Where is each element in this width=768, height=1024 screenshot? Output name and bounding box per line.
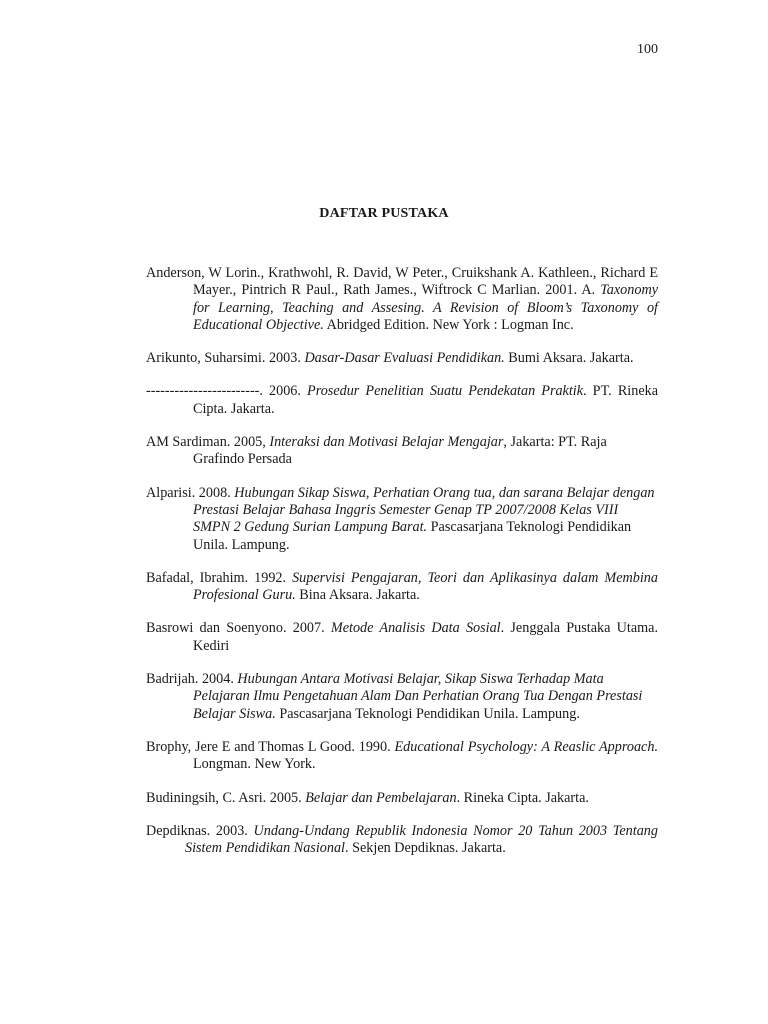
reference-title: Metode Analisis Data Sosial [330,620,501,637]
reference-entry [146,671,658,723]
reference-entry [146,739,658,774]
reference-entry [146,350,658,367]
reference-publisher: Longman. New York. [193,756,316,773]
page-number: 100 [637,42,658,57]
reference-publisher: , Jakarta: PT. Raja Grafindo Persada [193,434,607,468]
reference-title: Taxonomy for Learning, Teaching and Assesing. A Revision of Bloom’s Taxonomy of Educational Objective. [193,282,658,333]
reference-title: Educational Psychology: A Reaslic Approach. [394,738,658,755]
reference-title: Hubungan Antara Motivasi Belajar, Sikap Siswa Terhadap Mata Pelajaran Ilmu Pengetahuan Alam Dan Perhatian Orang Tua Dengan Prestasi Belajar Siswa. [193,671,643,722]
reference-title: Undang-Undang Republik Indonesia Nomor 20 Tahun 2003 Tentang Sistem Pendidikan Nasional [185,822,658,857]
reference-text: Basrowi dan Soenyono. 2007. [146,620,331,637]
reference-publisher: Pascasarjana Teknologi Pendidikan Unila. Lampung. [275,705,580,722]
reference-publisher: . PT. Rineka Cipta. Jakarta. [193,383,659,417]
reference-entry [146,383,658,418]
reference-entry [146,823,658,858]
reference-publisher: . Jenggala Pustaka Utama. Kediri [193,620,658,654]
reference-publisher: Bina Aksara. Jakarta. [295,587,420,604]
reference-entry [146,570,658,605]
reference-entry [146,434,658,469]
reference-text: Budiningsih, C. Asri. 2005. [146,789,306,806]
reference-text: Arikunto, Suharsimi. 2003. [146,350,305,367]
reference-title: Hubungan Sikap Siswa, Perhatian Orang tua, dan sarana Belajar dengan Prestasi Belajar Bahasa Inggris Semester Genap TP 2007/2008 Kelas VIII SMPN 2 Gedung Surian Lampung Barat. [193,484,655,536]
reference-publisher: . Sekjen Depdiknas. Jakarta. [345,840,506,857]
reference-title: Belajar dan Pembelajaran [305,789,457,806]
reference-text: Alparisi. 2008. [146,484,235,501]
reference-title: Supervisi Pengajaran, Teori dan Aplikasinya dalam Membina Profesional Guru. [193,569,658,604]
reference-text: Anderson, W Lorin., Krathwohl, R. David, W Peter., Cruikshank A. Kathleen., Richard E Mayer., Pintrich R Paul., Rath James., Wiftrock C Marlian. 2001. A. [146,265,658,299]
reference-title: Prosedur Penelitian Suatu Pendekatan Praktik [307,383,584,400]
reference-text: Brophy, Jere E and Thomas L Good. 1990. [146,738,395,755]
reference-entry [146,485,658,554]
reference-text: Depdiknas. 2003. [146,822,254,839]
reference-title: Interaksi dan Motivasi Belajar Mengajar [269,434,504,451]
reference-entry [146,790,658,807]
reference-text: Badrijah. 2004. [146,671,238,688]
reference-text: AM Sardiman. 2005, [146,434,270,451]
reference-entry [146,620,658,655]
page-title: DAFTAR PUSTAKA [319,206,449,221]
reference-title: Dasar-Dasar Evaluasi Pendidikan. [304,350,505,367]
reference-list [146,265,658,873]
reference-publisher: Abridged Edition. New York : Logman Inc. [323,316,574,333]
reference-text: ------------------------. 2006. [146,383,308,400]
reference-publisher: . Rineka Cipta. Jakarta. [456,789,589,806]
reference-entry [146,265,658,334]
reference-text: Bafadal, Ibrahim. 1992. [146,569,293,586]
reference-publisher: Bumi Aksara. Jakarta. [504,350,634,367]
reference-publisher: Pascasarjana Teknologi Pendidikan Unila. Lampung. [193,519,632,553]
